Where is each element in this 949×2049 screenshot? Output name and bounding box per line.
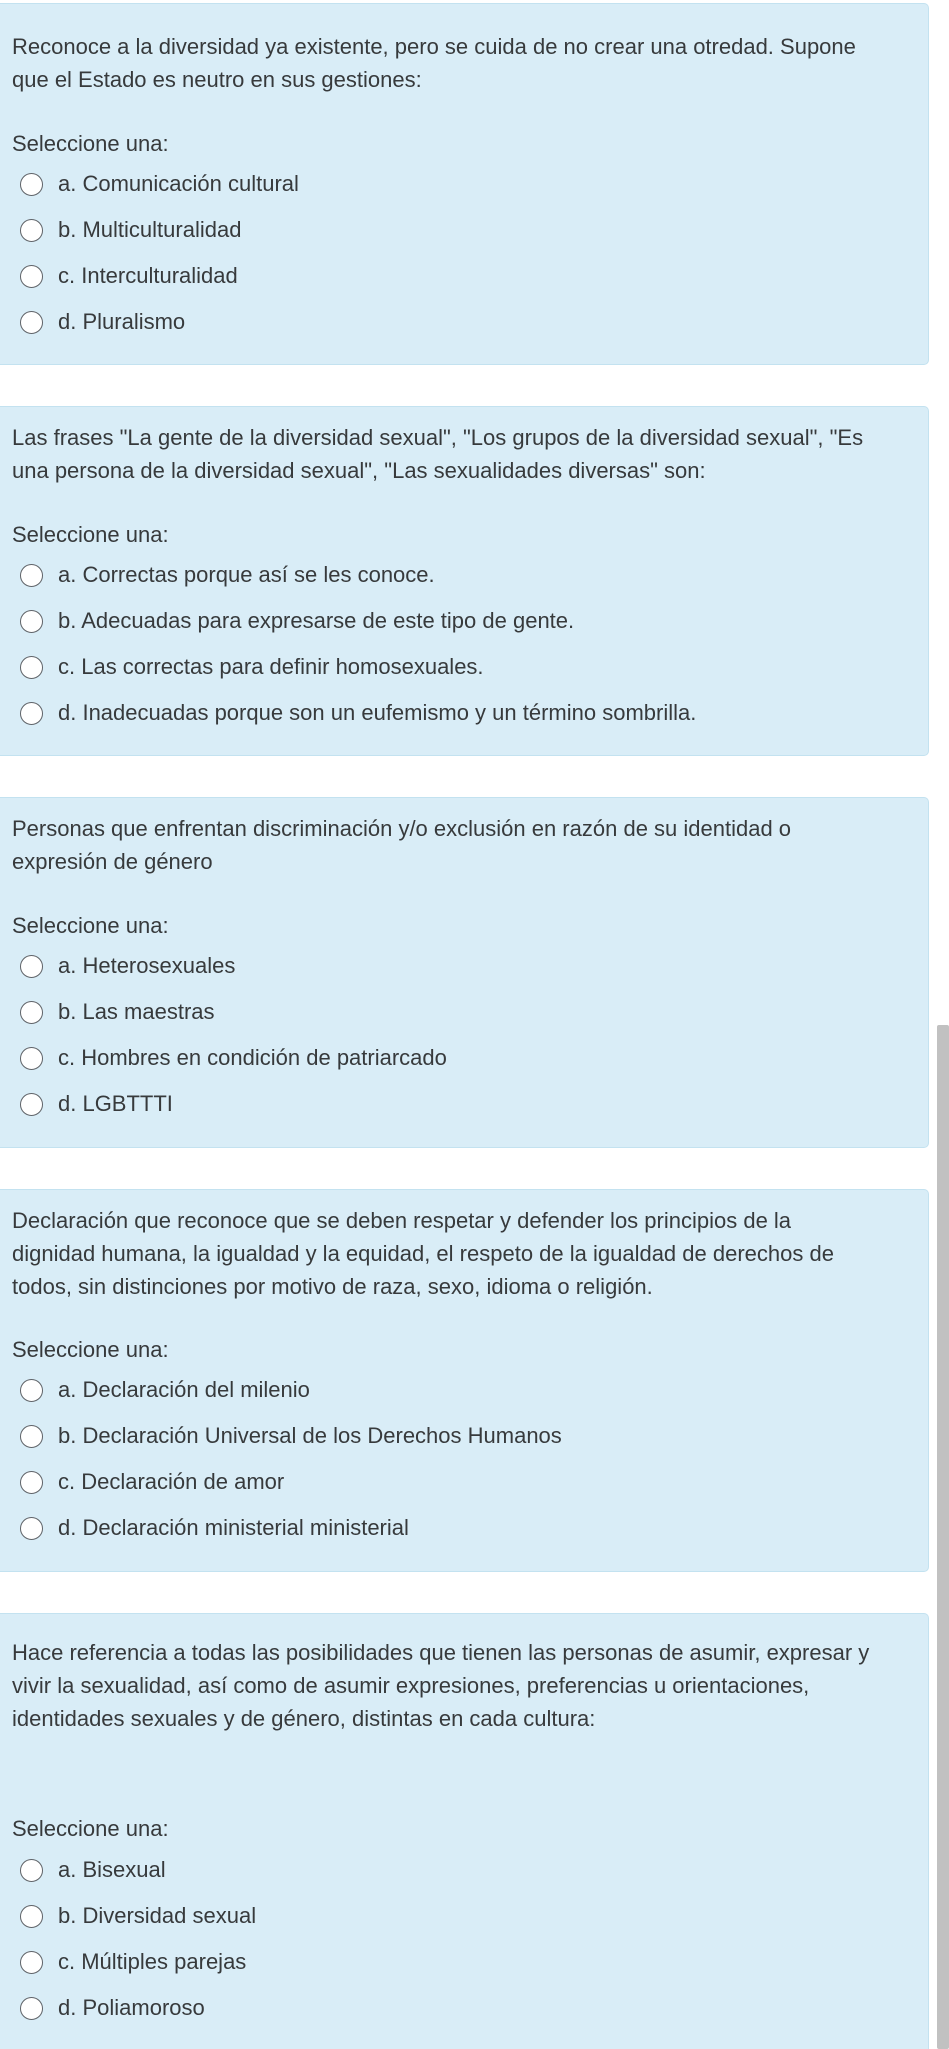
answer-option[interactable] [20,1991,205,2025]
answer-option[interactable] [20,1373,310,1407]
radio-button[interactable] [20,955,43,978]
answer-option[interactable] [20,213,241,247]
answer-label[interactable]: b. Adecuadas para expresarse de este tipo de gente. [58,608,575,633]
answer-label[interactable]: a. Correctas porque así se les conoce. [58,562,435,587]
answer-option[interactable] [20,995,215,1029]
answer-option[interactable] [20,604,574,638]
answer-option[interactable] [20,558,435,592]
answer-label[interactable]: c. Interculturalidad [58,263,238,288]
radio-button[interactable] [20,1093,43,1116]
answer-label[interactable]: c. Hombres en condición de patriarcado [58,1045,447,1070]
scrollbar-thumb[interactable] [937,1025,949,2049]
answer-label[interactable]: a. Heterosexuales [58,953,236,978]
answer-option[interactable] [20,167,299,201]
answer-option[interactable] [20,1087,173,1121]
radio-button[interactable] [20,1905,43,1928]
radio-button[interactable] [20,1997,43,2020]
radio-button[interactable] [20,1047,43,1070]
question-text: Reconoce a la diversidad ya existente, pero se cuida de no crear una otredad. Supone que el Estado es neutro en sus gestiones: [12,34,856,92]
question-card [0,3,929,365]
radio-button[interactable] [20,1859,43,1882]
select-one-prompt: Seleccione una: [12,1816,169,1841]
radio-button[interactable] [20,311,43,334]
answer-label[interactable]: c. Las correctas para definir homosexuales. [58,654,484,679]
answer-option[interactable] [20,305,185,339]
select-one-prompt: Seleccione una: [12,131,169,156]
answer-label[interactable]: b. Diversidad sexual [58,1903,257,1928]
select-one-prompt: Seleccione una: [12,913,169,938]
answer-label[interactable]: d. Inadecuadas porque son un eufemismo y un término sombrilla. [58,700,697,725]
answer-label[interactable]: c. Múltiples parejas [58,1949,247,1974]
answer-option[interactable] [20,1899,256,1933]
answer-label[interactable]: d. Pluralismo [58,309,186,334]
answer-label[interactable]: b. Declaración Universal de los Derechos Humanos [58,1423,562,1448]
answer-option[interactable] [20,696,696,730]
question-text: Hace referencia a todas las posibilidades que tienen las personas de asumir, expresar y vivir la sexualidad, así como de asumir expresiones, preferencias u orientaciones, identidades sexuales y de género, distintas en cada cultura: [12,1640,870,1731]
radio-button[interactable] [20,564,43,587]
question-text: Las frases "La gente de la diversidad sexual", "Los grupos de la diversidad sexual", "Es una persona de la diversidad sexual", "Las sexualidades diversas" son: [12,425,864,483]
radio-button[interactable] [20,265,43,288]
answer-option[interactable] [20,650,484,684]
question-card [0,1189,929,1572]
radio-button[interactable] [20,1517,43,1540]
radio-button[interactable] [20,1425,43,1448]
radio-button[interactable] [20,219,43,242]
answer-option[interactable] [20,1945,246,1979]
radio-button[interactable] [20,656,43,679]
answer-option[interactable] [20,1041,447,1075]
select-one-prompt: Seleccione una: [12,1337,169,1362]
answer-label[interactable]: a. Bisexual [58,1857,166,1882]
question-card [0,406,929,756]
answer-label[interactable]: a. Comunicación cultural [58,171,299,196]
answer-label[interactable]: a. Declaración del milenio [58,1377,310,1402]
answer-option[interactable] [20,1853,166,1887]
radio-button[interactable] [20,610,43,633]
answer-option[interactable] [20,1511,409,1545]
answer-label[interactable]: c. Declaración de amor [58,1469,285,1494]
select-one-prompt: Seleccione una: [12,522,169,547]
radio-button[interactable] [20,1001,43,1024]
radio-button[interactable] [20,1379,43,1402]
answer-label[interactable]: b. Multiculturalidad [58,217,242,242]
question-card [0,1613,929,2049]
answer-option[interactable] [20,259,238,293]
answer-option[interactable] [20,1465,284,1499]
answer-option[interactable] [20,1419,562,1453]
radio-button[interactable] [20,173,43,196]
radio-button[interactable] [20,1951,43,1974]
question-text: Personas que enfrentan discriminación y/o exclusión en razón de su identidad o expresión de género [12,816,792,874]
answer-label[interactable]: d. Poliamoroso [58,1995,205,2020]
answer-label[interactable]: d. Declaración ministerial ministerial [58,1515,409,1540]
answer-option[interactable] [20,949,235,983]
radio-button[interactable] [20,1471,43,1494]
radio-button[interactable] [20,702,43,725]
answer-label[interactable]: b. Las maestras [58,999,215,1024]
question-card [0,797,929,1148]
answer-label[interactable]: d. LGBTTTI [58,1091,173,1116]
question-text: Declaración que reconoce que se deben respetar y defender los principios de la dignidad humana, la igualdad y la equidad, el respeto de la igualdad de derechos de todos, sin distinciones por motivo de raza, sexo, idioma o religión. [12,1208,834,1299]
